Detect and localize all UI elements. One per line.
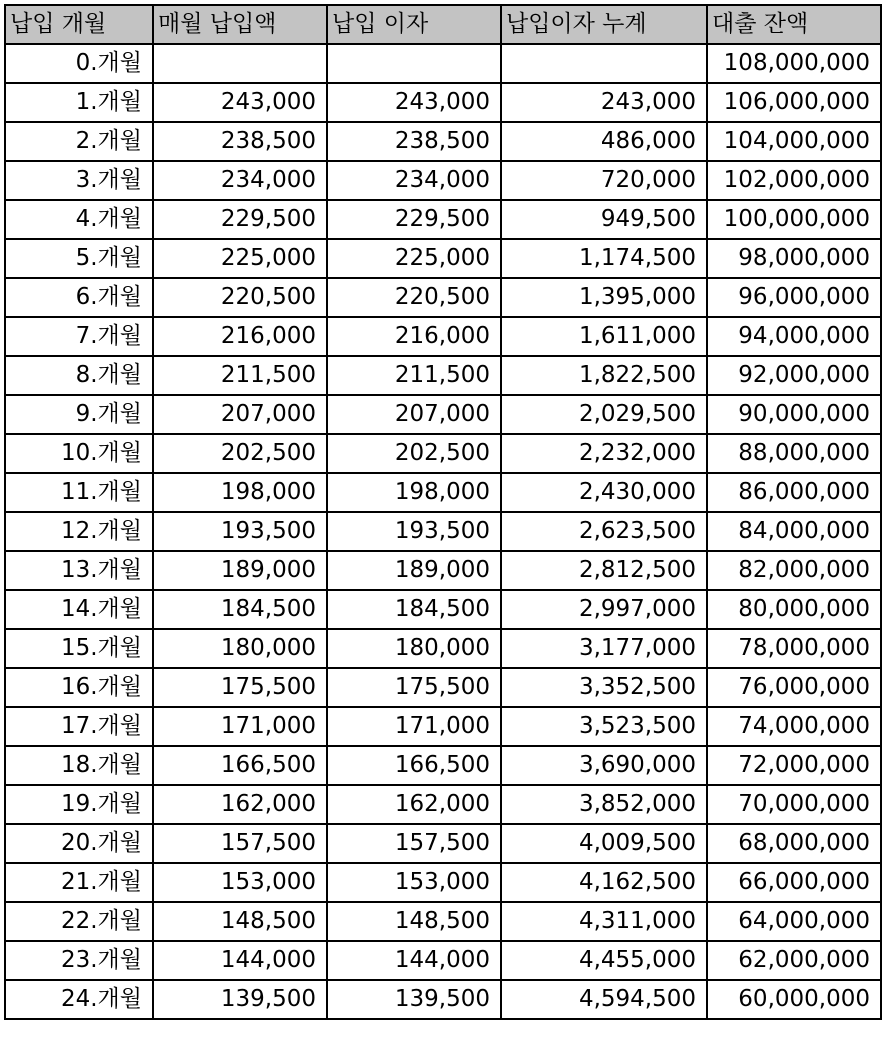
cell-monthly-payment[interactable]: 202,500 (153, 434, 327, 473)
cell-cumulative-interest[interactable]: 3,352,500 (501, 668, 707, 707)
cell-loan-balance[interactable]: 100,000,000 (707, 200, 881, 239)
cell-months[interactable]: 18.개월 (5, 746, 153, 785)
cell-monthly-payment[interactable]: 211,500 (153, 356, 327, 395)
table-row (5, 356, 881, 395)
table-row (5, 434, 881, 473)
cell-monthly-payment[interactable]: 225,000 (153, 239, 327, 278)
cell-months[interactable]: 10.개월 (5, 434, 153, 473)
cell-interest[interactable]: 139,500 (327, 980, 501, 1019)
cell-months[interactable]: 5.개월 (5, 239, 153, 278)
cell-loan-balance[interactable]: 62,000,000 (707, 941, 881, 980)
cell-loan-balance[interactable]: 64,000,000 (707, 902, 881, 941)
cell-months[interactable]: 1.개월 (5, 83, 153, 122)
cell-cumulative-interest[interactable]: 3,852,000 (501, 785, 707, 824)
cell-months[interactable]: 16.개월 (5, 668, 153, 707)
cell-interest[interactable]: 148,500 (327, 902, 501, 941)
cell-months[interactable]: 17.개월 (5, 707, 153, 746)
cell-interest[interactable]: 220,500 (327, 278, 501, 317)
header-row (5, 5, 881, 44)
cell-monthly-payment[interactable]: 207,000 (153, 395, 327, 434)
table-row (5, 785, 881, 824)
table-row (5, 980, 881, 1019)
cell-monthly-payment[interactable]: 153,000 (153, 863, 327, 902)
cell-interest[interactable]: 157,500 (327, 824, 501, 863)
cell-interest[interactable]: 229,500 (327, 200, 501, 239)
table-row (5, 551, 881, 590)
cell-interest[interactable]: 198,000 (327, 473, 501, 512)
cell-interest[interactable]: 166,500 (327, 746, 501, 785)
cell-loan-balance[interactable]: 82,000,000 (707, 551, 881, 590)
table-row (5, 590, 881, 629)
cell-months[interactable]: 24.개월 (5, 980, 153, 1019)
cell-cumulative-interest[interactable]: 4,594,500 (501, 980, 707, 1019)
cell-loan-balance[interactable]: 108,000,000 (707, 44, 881, 83)
cell-months[interactable]: 2.개월 (5, 122, 153, 161)
cell-cumulative-interest[interactable]: 243,000 (501, 83, 707, 122)
cell-cumulative-interest[interactable] (501, 44, 707, 83)
cell-cumulative-interest[interactable]: 3,177,000 (501, 629, 707, 668)
cell-cumulative-interest[interactable]: 1,611,000 (501, 317, 707, 356)
cell-loan-balance[interactable]: 60,000,000 (707, 980, 881, 1019)
table-row (5, 512, 881, 551)
cell-loan-balance[interactable]: 68,000,000 (707, 824, 881, 863)
header-cumulative-interest[interactable]: 납입이자 누계 (501, 5, 707, 44)
cell-months[interactable]: 8.개월 (5, 356, 153, 395)
cell-months[interactable]: 9.개월 (5, 395, 153, 434)
table-row (5, 902, 881, 941)
cell-monthly-payment[interactable] (153, 44, 327, 83)
cell-months[interactable]: 20.개월 (5, 824, 153, 863)
cell-months[interactable]: 3.개월 (5, 161, 153, 200)
cell-months[interactable]: 21.개월 (5, 863, 153, 902)
cell-interest[interactable] (327, 44, 501, 83)
cell-cumulative-interest[interactable]: 4,311,000 (501, 902, 707, 941)
cell-monthly-payment[interactable]: 139,500 (153, 980, 327, 1019)
cell-monthly-payment[interactable]: 180,000 (153, 629, 327, 668)
table-row (5, 824, 881, 863)
cell-monthly-payment[interactable]: 171,000 (153, 707, 327, 746)
cell-monthly-payment[interactable]: 234,000 (153, 161, 327, 200)
cell-loan-balance[interactable]: 66,000,000 (707, 863, 881, 902)
cell-interest[interactable]: 189,000 (327, 551, 501, 590)
cell-cumulative-interest[interactable]: 2,232,000 (501, 434, 707, 473)
table-row (5, 629, 881, 668)
cell-monthly-payment[interactable]: 198,000 (153, 473, 327, 512)
cell-cumulative-interest[interactable]: 2,430,000 (501, 473, 707, 512)
cell-interest[interactable]: 211,500 (327, 356, 501, 395)
cell-cumulative-interest[interactable]: 2,029,500 (501, 395, 707, 434)
cell-loan-balance[interactable]: 92,000,000 (707, 356, 881, 395)
table-row (5, 200, 881, 239)
header-monthly-payment[interactable]: 매월 납입액 (153, 5, 327, 44)
table-row (5, 746, 881, 785)
cell-interest[interactable]: 202,500 (327, 434, 501, 473)
cell-interest[interactable]: 225,000 (327, 239, 501, 278)
header-months[interactable]: 납입 개월 (5, 5, 153, 44)
table-row (5, 317, 881, 356)
cell-loan-balance[interactable]: 76,000,000 (707, 668, 881, 707)
cell-interest[interactable]: 171,000 (327, 707, 501, 746)
cell-monthly-payment[interactable]: 216,000 (153, 317, 327, 356)
table-row (5, 83, 881, 122)
cell-monthly-payment[interactable]: 193,500 (153, 512, 327, 551)
cell-months[interactable]: 19.개월 (5, 785, 153, 824)
cell-cumulative-interest[interactable]: 1,395,000 (501, 278, 707, 317)
cell-cumulative-interest[interactable]: 1,174,500 (501, 239, 707, 278)
table-row (5, 395, 881, 434)
cell-interest[interactable]: 193,500 (327, 512, 501, 551)
cell-monthly-payment[interactable]: 157,500 (153, 824, 327, 863)
cell-loan-balance[interactable]: 96,000,000 (707, 278, 881, 317)
cell-monthly-payment[interactable]: 243,000 (153, 83, 327, 122)
cell-interest[interactable]: 238,500 (327, 122, 501, 161)
table-row (5, 278, 881, 317)
cell-monthly-payment[interactable]: 238,500 (153, 122, 327, 161)
cell-interest[interactable]: 234,000 (327, 161, 501, 200)
cell-months[interactable]: 4.개월 (5, 200, 153, 239)
table-row (5, 668, 881, 707)
cell-cumulative-interest[interactable]: 3,523,500 (501, 707, 707, 746)
cell-months[interactable]: 12.개월 (5, 512, 153, 551)
cell-interest[interactable]: 144,000 (327, 941, 501, 980)
header-interest[interactable]: 납입 이자 (327, 5, 501, 44)
cell-months[interactable]: 0.개월 (5, 44, 153, 83)
cell-loan-balance[interactable]: 84,000,000 (707, 512, 881, 551)
cell-cumulative-interest[interactable]: 1,822,500 (501, 356, 707, 395)
table-row (5, 707, 881, 746)
cell-cumulative-interest[interactable]: 3,690,000 (501, 746, 707, 785)
table-row (5, 941, 881, 980)
cell-loan-balance[interactable]: 74,000,000 (707, 707, 881, 746)
cell-loan-balance[interactable]: 88,000,000 (707, 434, 881, 473)
cell-monthly-payment[interactable]: 184,500 (153, 590, 327, 629)
table-row (5, 473, 881, 512)
cell-months[interactable]: 6.개월 (5, 278, 153, 317)
cell-interest[interactable]: 243,000 (327, 83, 501, 122)
table-row (5, 44, 881, 83)
cell-loan-balance[interactable]: 98,000,000 (707, 239, 881, 278)
table-row (5, 122, 881, 161)
cell-loan-balance[interactable]: 86,000,000 (707, 473, 881, 512)
cell-cumulative-interest[interactable]: 486,000 (501, 122, 707, 161)
cell-loan-balance[interactable]: 70,000,000 (707, 785, 881, 824)
cell-monthly-payment[interactable]: 189,000 (153, 551, 327, 590)
cell-cumulative-interest[interactable]: 949,500 (501, 200, 707, 239)
cell-cumulative-interest[interactable]: 2,812,500 (501, 551, 707, 590)
cell-loan-balance[interactable]: 94,000,000 (707, 317, 881, 356)
cell-loan-balance[interactable]: 102,000,000 (707, 161, 881, 200)
cell-interest[interactable]: 184,500 (327, 590, 501, 629)
cell-months[interactable]: 22.개월 (5, 902, 153, 941)
cell-interest[interactable]: 207,000 (327, 395, 501, 434)
cell-cumulative-interest[interactable]: 2,997,000 (501, 590, 707, 629)
cell-monthly-payment[interactable]: 148,500 (153, 902, 327, 941)
cell-monthly-payment[interactable]: 144,000 (153, 941, 327, 980)
cell-loan-balance[interactable]: 104,000,000 (707, 122, 881, 161)
table-row (5, 239, 881, 278)
cell-monthly-payment[interactable]: 175,500 (153, 668, 327, 707)
cell-interest[interactable]: 162,000 (327, 785, 501, 824)
table-row (5, 161, 881, 200)
cell-interest[interactable]: 216,000 (327, 317, 501, 356)
table-row (5, 863, 881, 902)
loan-schedule-table (4, 4, 882, 1020)
cell-loan-balance[interactable]: 78,000,000 (707, 629, 881, 668)
cell-interest[interactable]: 175,500 (327, 668, 501, 707)
cell-monthly-payment[interactable]: 162,000 (153, 785, 327, 824)
cell-loan-balance[interactable]: 72,000,000 (707, 746, 881, 785)
cell-months[interactable]: 14.개월 (5, 590, 153, 629)
cell-interest[interactable]: 153,000 (327, 863, 501, 902)
cell-months[interactable]: 13.개월 (5, 551, 153, 590)
header-loan-balance[interactable]: 대출 잔액 (707, 5, 881, 44)
cell-loan-balance[interactable]: 90,000,000 (707, 395, 881, 434)
cell-cumulative-interest[interactable]: 4,009,500 (501, 824, 707, 863)
cell-cumulative-interest[interactable]: 2,623,500 (501, 512, 707, 551)
cell-monthly-payment[interactable]: 229,500 (153, 200, 327, 239)
cell-months[interactable]: 23.개월 (5, 941, 153, 980)
cell-monthly-payment[interactable]: 166,500 (153, 746, 327, 785)
table-body (5, 44, 881, 1019)
cell-months[interactable]: 7.개월 (5, 317, 153, 356)
cell-loan-balance[interactable]: 106,000,000 (707, 83, 881, 122)
cell-monthly-payment[interactable]: 220,500 (153, 278, 327, 317)
cell-months[interactable]: 11.개월 (5, 473, 153, 512)
cell-interest[interactable]: 180,000 (327, 629, 501, 668)
cell-cumulative-interest[interactable]: 4,455,000 (501, 941, 707, 980)
cell-loan-balance[interactable]: 80,000,000 (707, 590, 881, 629)
cell-months[interactable]: 15.개월 (5, 629, 153, 668)
cell-cumulative-interest[interactable]: 4,162,500 (501, 863, 707, 902)
cell-cumulative-interest[interactable]: 720,000 (501, 161, 707, 200)
